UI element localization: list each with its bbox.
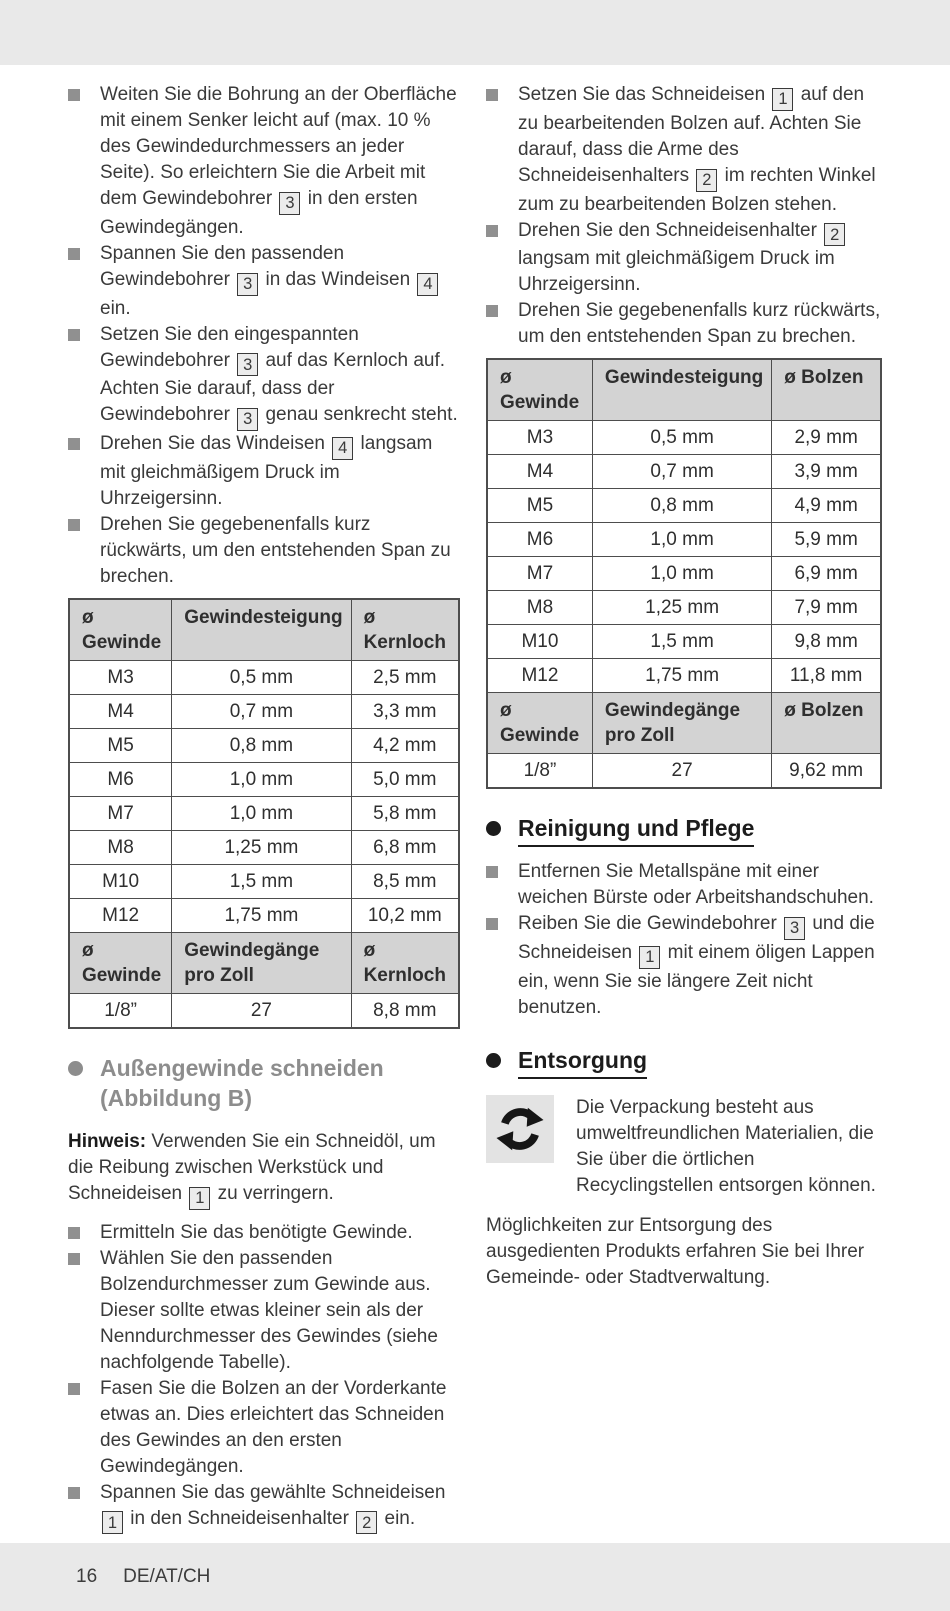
section-bullet-icon — [486, 1053, 501, 1068]
text-run: auf das Kernloch auf. Achten Sie darauf, dass der Gewindebohrer — [100, 349, 446, 426]
table-row — [69, 830, 459, 864]
list-item — [486, 218, 882, 299]
table-cell: M8 — [487, 591, 592, 625]
disposal-info-row — [486, 1095, 882, 1199]
right-column — [486, 82, 882, 1534]
text-run: Setzen Sie das Schneideisen — [518, 84, 771, 105]
list-item-text — [100, 1376, 460, 1480]
bullet-square-icon — [68, 1227, 80, 1239]
table-cell: 7,9 mm — [772, 591, 881, 625]
list-item-text — [518, 218, 882, 299]
bullet-square-icon — [486, 918, 498, 930]
text-run: langsam mit gleichmäßigem Druck im Uhrzeigersinn. — [100, 433, 433, 509]
text-run: Wählen Sie den passenden Bolzendurchmesser zum Gewinde aus. Dieser sollte etwas kleiner sein als der Nenndurchmesser des Gewindes (siehe nachfolgende Tabelle). — [100, 1247, 438, 1373]
text-run: in den ersten Gewindegängen. — [100, 188, 418, 238]
list-item — [68, 82, 460, 241]
table-header-cell: ø Gewinde — [69, 932, 172, 993]
table-header-cell: ø Bolzen — [772, 359, 881, 421]
section-bullet-icon — [486, 821, 501, 836]
table-cell: M3 — [69, 660, 172, 694]
table-cell: 0,5 mm — [172, 660, 351, 694]
tapping-instruction-list — [68, 82, 460, 590]
table-cell: 3,3 mm — [351, 694, 459, 728]
text-run: Drehen Sie gegebenenfalls kurz rückwärts, um den entstehenden Span zu brechen. — [100, 513, 451, 587]
table-row — [69, 728, 459, 762]
list-item-text — [100, 82, 460, 241]
ref-number-box: 4 — [417, 273, 438, 296]
ref-number-box: 2 — [696, 169, 717, 192]
table-cell: 4,9 mm — [772, 489, 881, 523]
table-cell: 0,8 mm — [592, 489, 771, 523]
table-header-row — [487, 693, 881, 754]
text-run: genau senkrecht steht. — [260, 404, 458, 426]
bullet-square-icon — [68, 1253, 80, 1265]
table-cell: 1,5 mm — [172, 864, 351, 898]
table-row — [487, 625, 881, 659]
table-cell: 2,5 mm — [351, 660, 459, 694]
disposal-packaging-text: Die Verpackung besteht aus umweltfreundlichen Materialien, die Sie über die örtlichen Recyclingstellen entsorgen können. — [576, 1096, 876, 1196]
table-row — [487, 659, 881, 693]
bullet-square-icon — [486, 225, 498, 237]
text-run: Fasen Sie die Bolzen an der Vorderkante etwas an. Dies erleichtert das Schneiden des Gewindes an den ersten Gewindegängen. — [100, 1377, 447, 1477]
table-cell: M8 — [69, 830, 172, 864]
section-heading-text: Reinigung und Pflege — [518, 813, 754, 847]
table-header-cell: ø Gewinde — [69, 599, 172, 661]
list-item — [68, 241, 460, 322]
green-dot-recycling-icon — [492, 1101, 548, 1157]
table-cell: M10 — [487, 625, 592, 659]
list-item-text — [100, 1220, 460, 1246]
section-heading-text — [100, 1053, 384, 1113]
table-row — [69, 694, 459, 728]
table-row — [487, 557, 881, 591]
table-row — [69, 660, 459, 694]
ref-number-box: 3 — [237, 353, 258, 376]
table-cell: 1,0 mm — [592, 557, 771, 591]
table-cell: 9,62 mm — [772, 754, 881, 789]
page-content — [0, 65, 950, 1534]
bullet-square-icon — [68, 89, 80, 101]
ref-number-box: 3 — [279, 192, 300, 215]
bullet-square-icon — [68, 248, 80, 260]
left-column — [68, 82, 460, 1534]
table-cell: 0,5 mm — [592, 421, 771, 455]
table-cell: 1/8” — [69, 993, 172, 1028]
text-run: zu verringern. — [212, 1182, 334, 1204]
list-item-text — [518, 82, 882, 218]
table-row — [487, 455, 881, 489]
list-item — [68, 431, 460, 512]
list-item — [68, 1246, 460, 1376]
list-item — [486, 859, 882, 911]
table-row — [487, 523, 881, 557]
table-row — [69, 864, 459, 898]
table-row — [487, 489, 881, 523]
table-row — [69, 898, 459, 932]
table-cell: 11,8 mm — [772, 659, 881, 693]
page-top-margin-bar — [0, 0, 950, 65]
table-cell: 5,8 mm — [351, 796, 459, 830]
text-run: langsam mit gleichmäßigem Druck im Uhrzeigersinn. — [518, 248, 835, 296]
table-cell: 8,8 mm — [351, 993, 459, 1028]
table-cell: 1,75 mm — [592, 659, 771, 693]
table-cell: 0,7 mm — [172, 694, 351, 728]
ref-number-box: 3 — [237, 408, 258, 431]
table-header-cell: ø Gewinde — [487, 693, 592, 754]
table-cell: M12 — [487, 659, 592, 693]
list-item — [68, 322, 460, 432]
bullet-square-icon — [68, 438, 80, 450]
list-item-text — [100, 322, 460, 432]
text-run: Verwenden Sie ein Schneidöl, um die Reibung zwischen Werkstück und Schneideisen — [68, 1130, 436, 1204]
table-cell: 5,9 mm — [772, 523, 881, 557]
list-item-text — [100, 512, 460, 590]
text-run: Spannen Sie das gewählte Schneideisen — [100, 1481, 446, 1503]
table-cell: 1,5 mm — [592, 625, 771, 659]
table-cell: 9,8 mm — [772, 625, 881, 659]
text-run: Spannen Sie den passenden Gewindebohrer — [100, 242, 345, 290]
die-cutting-instruction-list — [68, 1220, 460, 1535]
table-header-cell: Gewindegänge pro Zoll — [172, 932, 351, 993]
ref-number-box: 1 — [102, 1511, 123, 1534]
table-cell: 1,0 mm — [172, 796, 351, 830]
table-header-cell: ø Kernloch — [351, 599, 459, 661]
list-item-text — [100, 241, 460, 322]
text-run: in das Windeisen — [260, 268, 416, 290]
table-cell: M7 — [487, 557, 592, 591]
bullet-square-icon — [68, 519, 80, 531]
core-hole-table — [68, 598, 460, 1029]
table-cell: M4 — [487, 455, 592, 489]
table-header-row — [487, 359, 881, 421]
ref-number-box: 2 — [824, 223, 845, 246]
bullet-square-icon — [68, 1487, 80, 1499]
list-item-text — [100, 431, 460, 512]
page-footer — [0, 1543, 950, 1611]
page-number: 16 — [76, 1566, 98, 1587]
table-header-cell: ø Gewinde — [487, 359, 592, 421]
table-cell: 27 — [172, 993, 351, 1028]
table-cell: 8,5 mm — [351, 864, 459, 898]
table-cell: 1,0 mm — [172, 762, 351, 796]
table-cell: 3,9 mm — [772, 455, 881, 489]
recycling-icon-box — [486, 1095, 554, 1163]
section-heading-cleaning — [486, 813, 882, 847]
table-cell: 1,25 mm — [592, 591, 771, 625]
list-item-text — [518, 859, 882, 911]
ref-number-box: 3 — [237, 273, 258, 296]
table-header-cell: ø Bolzen — [772, 693, 881, 754]
table-cell: M4 — [69, 694, 172, 728]
text-run: Drehen Sie gegebenenfalls kurz rückwärts, um den entstehenden Span zu brechen. — [518, 300, 881, 348]
list-item-text — [100, 1246, 460, 1376]
ref-number-box: 2 — [356, 1511, 377, 1534]
bullet-square-icon — [68, 1383, 80, 1395]
table-cell: 6,9 mm — [772, 557, 881, 591]
table-row — [487, 421, 881, 455]
table-cell: M7 — [69, 796, 172, 830]
text-run: auf den zu bearbeitenden Bolzen auf. Achten Sie darauf, dass die Arme des Schneideisenhalters — [518, 84, 865, 186]
ref-number-box: 1 — [639, 946, 660, 969]
table-row — [487, 754, 881, 789]
note-paragraph — [68, 1129, 460, 1210]
table-cell: M6 — [487, 523, 592, 557]
text-run: ein. — [100, 297, 131, 319]
table-header-row — [69, 599, 459, 661]
table-cell: 0,8 mm — [172, 728, 351, 762]
heading-line-1: Außengewinde schneiden — [100, 1054, 384, 1081]
table-row — [487, 591, 881, 625]
table-cell: M5 — [487, 489, 592, 523]
text-run: Weiten Sie die Bohrung an der Oberfläche mit einem Senker leicht auf (max. 10 % des Gewindedurchmessers an jeder Seite). So erleichtern Sie die Arbeit mit dem Gewindebohrer — [100, 84, 457, 209]
text-run: mit einem öligen Lappen ein, wenn Sie sie längere Zeit nicht benutzen. — [518, 942, 875, 1018]
list-item — [68, 1220, 460, 1246]
table-cell: 0,7 mm — [592, 455, 771, 489]
disposal-municipal-text: Möglichkeiten zur Entsorgung des ausgedienten Produkts erfahren Sie bei Ihrer Gemeinde- oder Stadtverwaltung. — [486, 1214, 865, 1288]
text-run: Entfernen Sie Metallspäne mit einer weichen Bürste oder Arbeitshandschuhen. — [518, 861, 874, 909]
table-cell: M6 — [69, 762, 172, 796]
ref-number-box: 3 — [784, 917, 805, 940]
table-row — [69, 796, 459, 830]
ref-number-box: 4 — [332, 437, 353, 460]
list-item — [486, 911, 882, 1021]
text-run: Reiben Sie die Gewindebohrer — [518, 913, 783, 935]
table-cell: M3 — [487, 421, 592, 455]
table-cell: M10 — [69, 864, 172, 898]
table-header-cell: Gewindegänge pro Zoll — [592, 693, 771, 754]
table-header-row — [69, 932, 459, 993]
cleaning-instruction-list — [486, 859, 882, 1021]
ref-number-box: 1 — [189, 1187, 210, 1210]
table-cell: M5 — [69, 728, 172, 762]
text-run: und die Schneideisen — [518, 913, 875, 963]
list-item — [68, 1480, 460, 1535]
section-heading-external-thread — [68, 1053, 460, 1113]
table-cell: 2,9 mm — [772, 421, 881, 455]
text-run: Ermitteln Sie das benötigte Gewinde. — [100, 1221, 413, 1243]
footer-region-label: DE/AT/CH — [123, 1566, 211, 1587]
text-run: in den Schneideisenhalter — [125, 1507, 355, 1529]
table-cell: M12 — [69, 898, 172, 932]
table-row — [69, 993, 459, 1028]
list-item-text — [518, 298, 882, 350]
section-heading-text: Entsorgung — [518, 1045, 647, 1079]
section-bullet-icon — [68, 1061, 83, 1076]
table-cell: 1/8” — [487, 754, 592, 789]
list-item — [486, 82, 882, 218]
heading-line-2: (Abbildung B) — [100, 1084, 253, 1111]
table-cell: 27 — [592, 754, 771, 789]
bullet-square-icon — [68, 329, 80, 341]
table-cell: 6,8 mm — [351, 830, 459, 864]
text-run: im rechten Winkel zum zu bearbeitenden Bolzen stehen. — [518, 164, 876, 215]
bullet-square-icon — [486, 305, 498, 317]
list-item — [486, 298, 882, 350]
table-cell: 1,25 mm — [172, 830, 351, 864]
table-header-cell: Gewindesteigung — [172, 599, 351, 661]
table-header-cell: Gewindesteigung — [592, 359, 771, 421]
table-cell: 10,2 mm — [351, 898, 459, 932]
table-cell: 5,0 mm — [351, 762, 459, 796]
table-cell: 1,0 mm — [592, 523, 771, 557]
table-header-cell: ø Kernloch — [351, 932, 459, 993]
list-item-text — [100, 1480, 460, 1535]
table-cell: 1,75 mm — [172, 898, 351, 932]
list-item — [68, 512, 460, 590]
table-cell: 4,2 mm — [351, 728, 459, 762]
bullet-square-icon — [486, 89, 498, 101]
list-item — [68, 1376, 460, 1480]
text-run: ein. — [379, 1507, 416, 1529]
bullet-square-icon — [486, 866, 498, 878]
table-row — [69, 762, 459, 796]
ref-number-box: 1 — [772, 88, 793, 111]
note-label: Hinweis: — [68, 1130, 147, 1152]
text-run: Setzen Sie den eingespannten Gewindebohrer — [100, 323, 359, 371]
section-heading-disposal — [486, 1045, 882, 1079]
list-item-text — [518, 911, 882, 1021]
bolt-diameter-table — [486, 358, 882, 789]
die-usage-instruction-list — [486, 82, 882, 350]
text-run: Drehen Sie den Schneideisenhalter — [518, 219, 823, 241]
text-run: Drehen Sie das Windeisen — [100, 433, 331, 454]
